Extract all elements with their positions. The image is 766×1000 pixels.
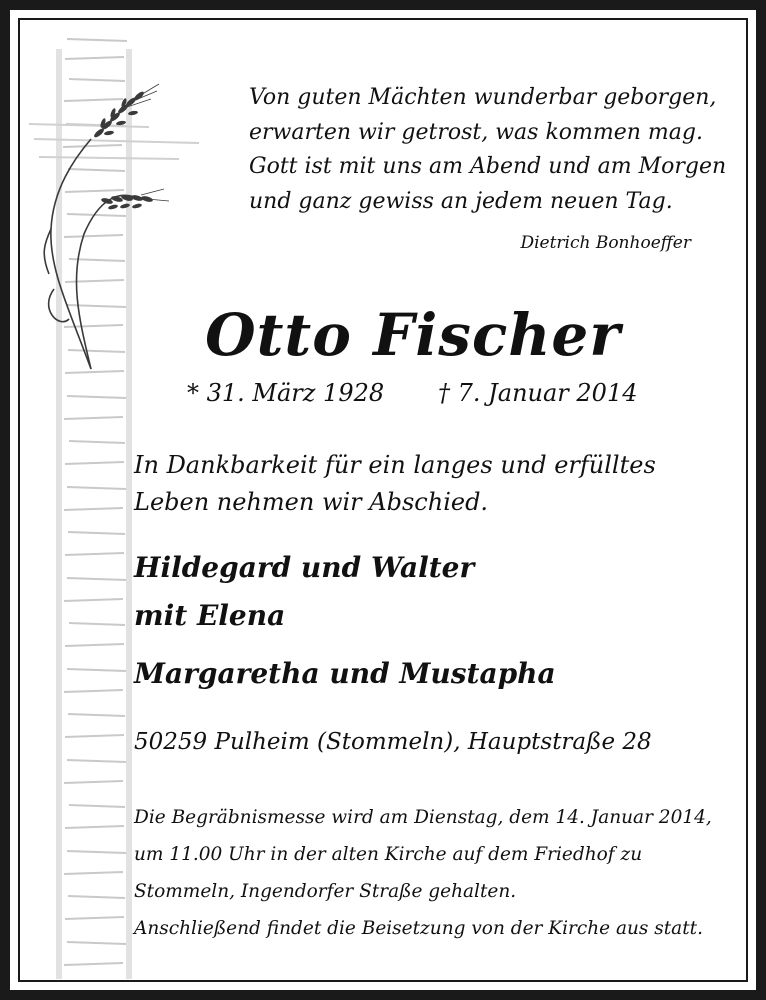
mourner-name: Margaretha und Mustapha — [134, 657, 556, 690]
poem-line: Gott ist mit uns am Abend und am Morgen — [249, 154, 727, 179]
notice-background — [10, 10, 756, 990]
service-line: Anschließend findet die Beisetzung von der Kirche aus statt. — [134, 918, 703, 939]
family-address: 50259 Pulheim (Stommeln), Hauptstraße 28 — [134, 729, 652, 755]
poem-author: Dietrich Bonhoeffer — [520, 233, 691, 253]
thanks-text — [134, 447, 694, 521]
service-line: um 11.00 Uhr in der alten Kirche auf dem Friedhof zu — [134, 844, 643, 865]
funeral-service-info — [134, 799, 734, 947]
poem-line: Von guten Mächten wunderbar geborgen, — [249, 85, 717, 110]
wheat-ear-upper — [93, 90, 145, 139]
poem-quote — [249, 81, 729, 219]
poem-line: und ganz gewiss an jedem neuen Tag. — [249, 188, 673, 214]
death-date: † 7. Januar 2014 — [438, 379, 638, 407]
deceased-name: Otto Fischer — [205, 301, 621, 369]
service-line: Stommeln, Ingendorfer Straße gehalten. — [134, 881, 517, 902]
mourner-name: mit Elena — [134, 599, 286, 632]
thanks-line: Leben nehmen wir Abschied. — [134, 488, 489, 516]
thanks-line: In Dankbarkeit für ein langes und erfülltes — [134, 451, 656, 479]
sketch-strip — [59, 39, 129, 979]
mourner-name: Hildegard und Walter — [134, 551, 475, 584]
birth-date: * 31. März 1928 — [187, 379, 385, 407]
poem-line: erwarten wir getrost, was kommen mag. — [249, 119, 703, 145]
service-line: Die Begräbnismesse wird am Dienstag, dem 14. Januar 2014, — [134, 807, 712, 828]
